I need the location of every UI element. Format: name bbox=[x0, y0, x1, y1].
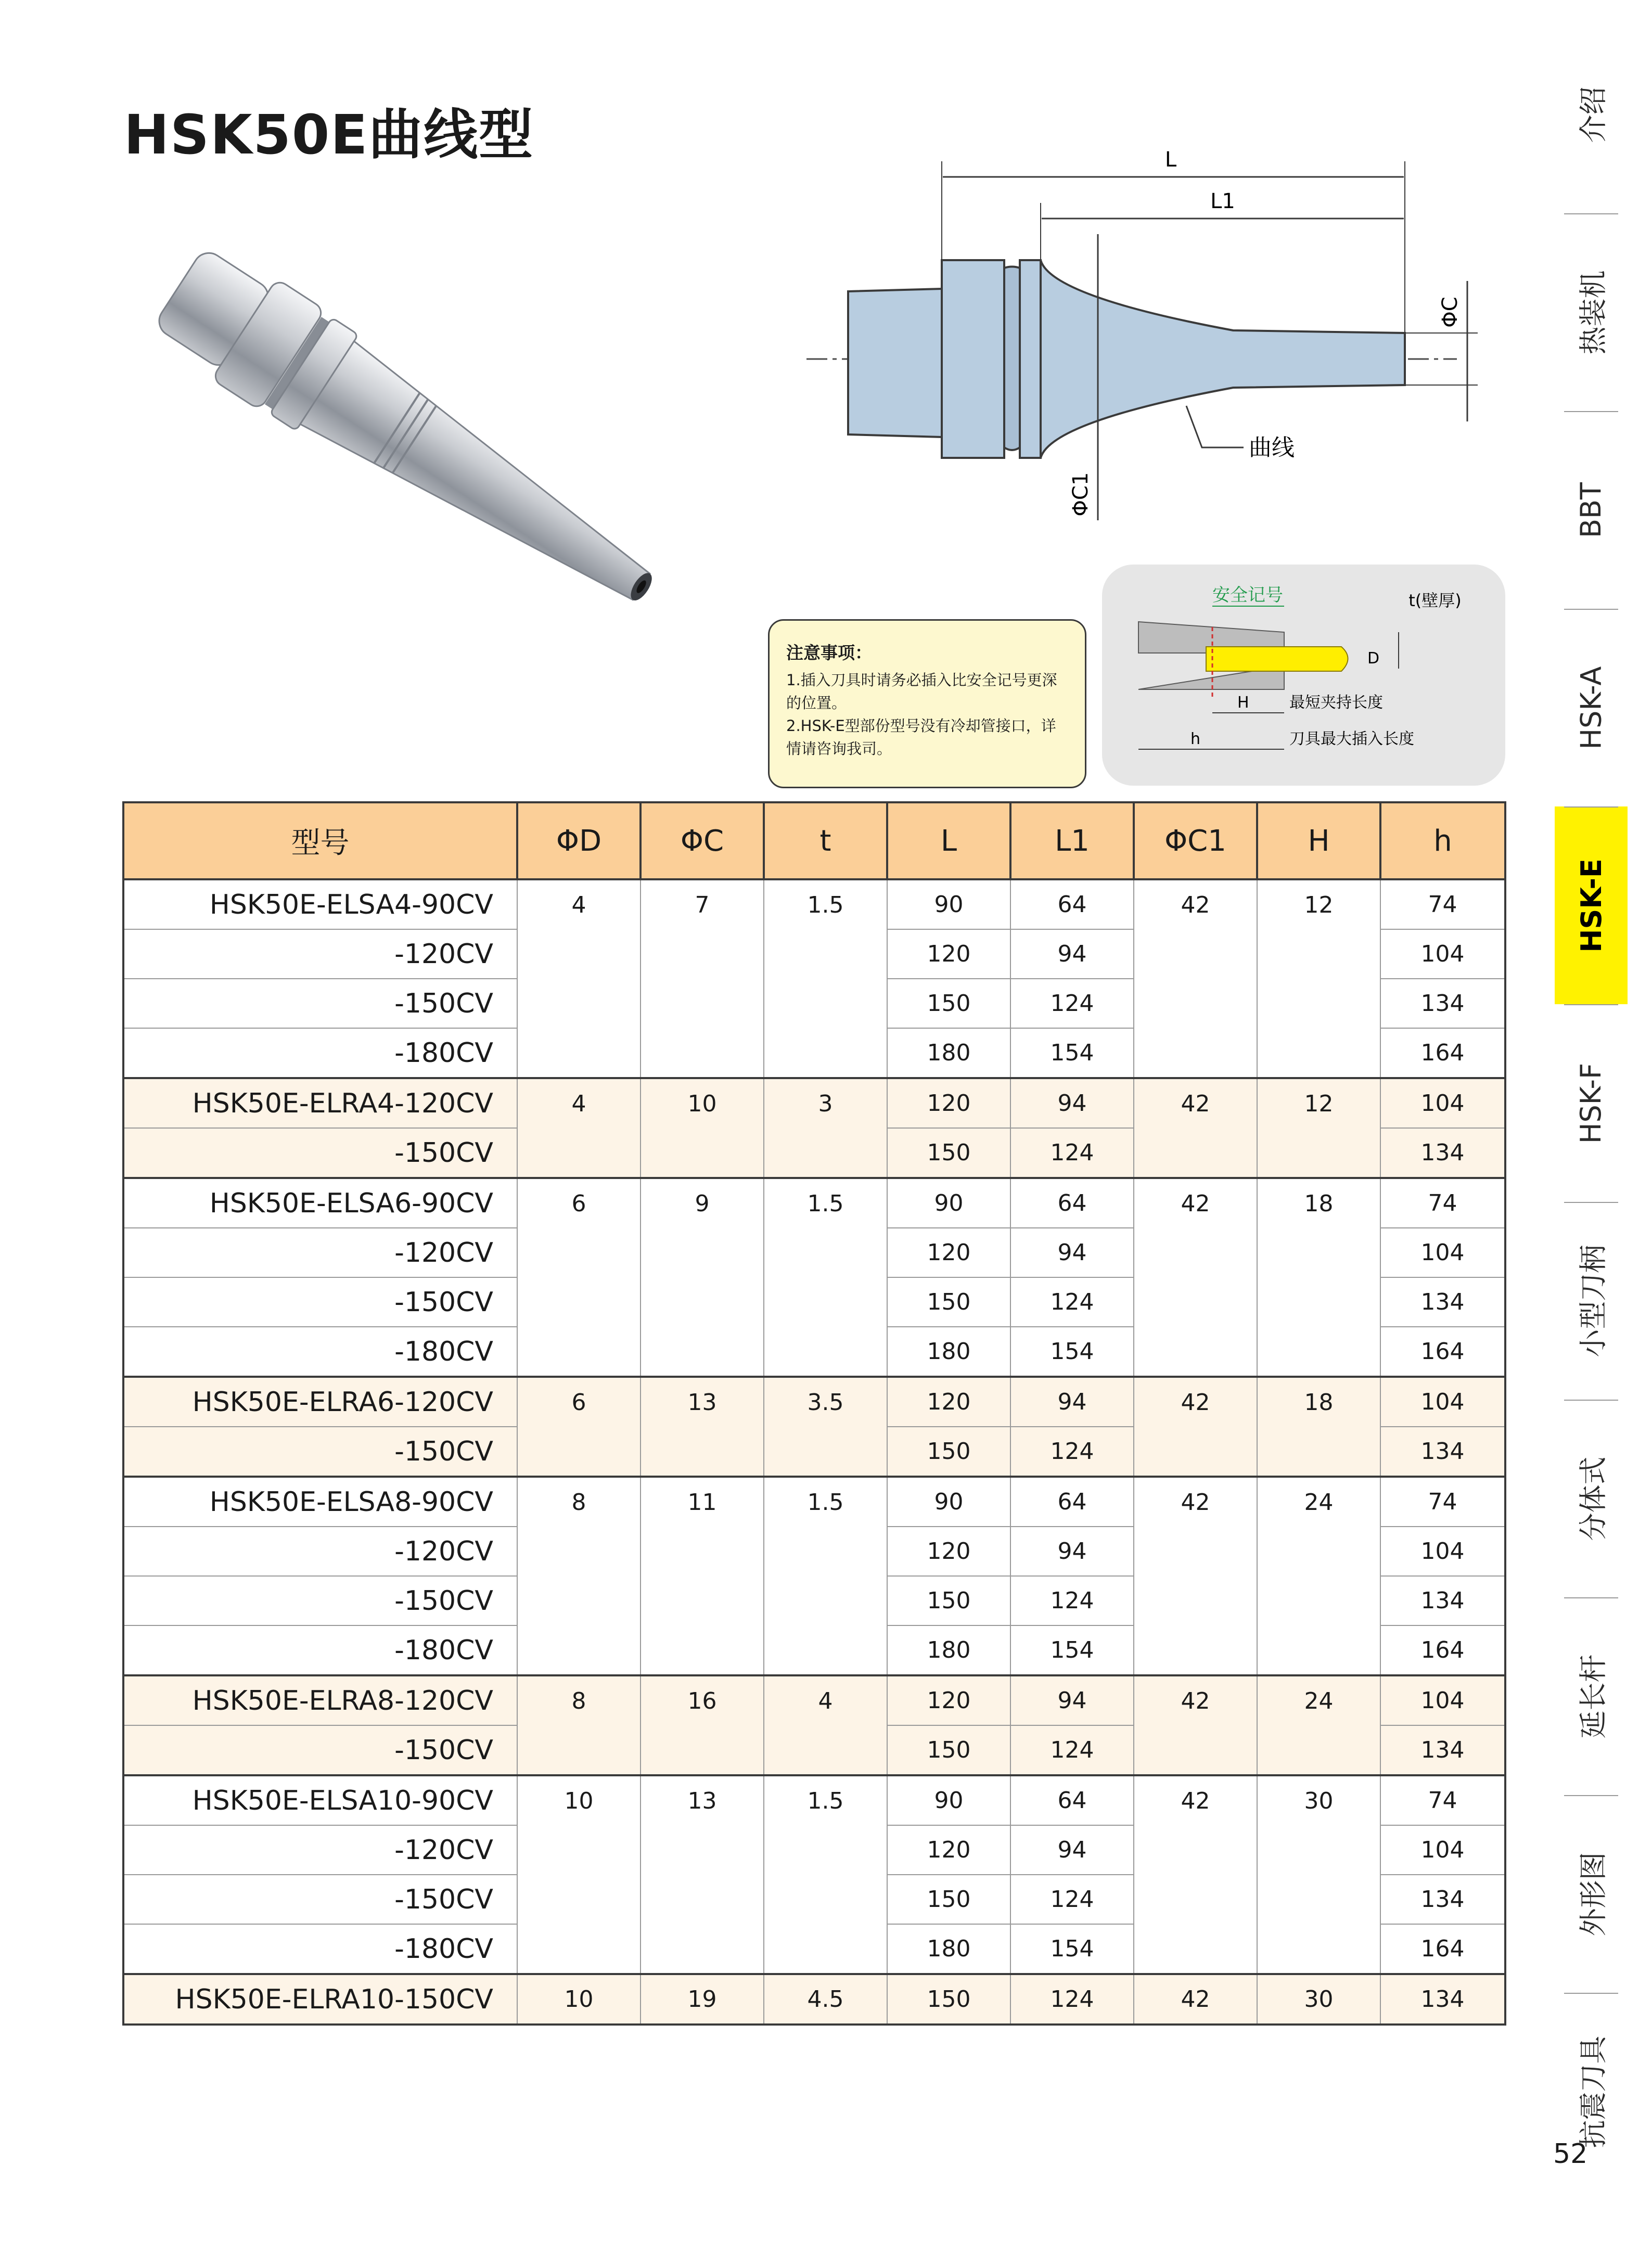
cell-h: 134 bbox=[1380, 1427, 1505, 1477]
cell-L: 90 bbox=[887, 1477, 1010, 1527]
sidebar-divider bbox=[1564, 806, 1618, 808]
cell-model: -180CV bbox=[123, 1327, 517, 1377]
cell-phiD bbox=[517, 979, 641, 1028]
cell-model: -180CV bbox=[123, 1625, 517, 1675]
sidebar-item-label: 延长杆 bbox=[1577, 1654, 1610, 1738]
table-row bbox=[123, 879, 1505, 929]
cell-model: -120CV bbox=[123, 1825, 517, 1875]
cell-t: 1.5 bbox=[764, 1775, 887, 1825]
cell-h: 164 bbox=[1380, 1028, 1505, 1078]
cell-phiC: 19 bbox=[641, 1974, 764, 2025]
page-number: 52 bbox=[1553, 2138, 1588, 2170]
cell-H bbox=[1257, 1625, 1380, 1675]
cell-h: 134 bbox=[1380, 1576, 1505, 1625]
cell-H bbox=[1257, 1028, 1380, 1078]
cell-H bbox=[1257, 1576, 1380, 1625]
cell-L1: 94 bbox=[1010, 1527, 1134, 1576]
cell-phiC1: 42 bbox=[1134, 1078, 1257, 1128]
table-row bbox=[123, 929, 1505, 979]
cell-phiC1 bbox=[1134, 1725, 1257, 1775]
cell-H bbox=[1257, 1427, 1380, 1477]
cell-phiC: 16 bbox=[641, 1675, 764, 1725]
cell-t: 3 bbox=[764, 1078, 887, 1128]
cell-model: HSK50E-ELSA4-90CV bbox=[123, 879, 517, 929]
cell-H: 24 bbox=[1257, 1477, 1380, 1527]
cell-h: 104 bbox=[1380, 1675, 1505, 1725]
sidebar-item-label: HSK-A bbox=[1574, 666, 1608, 749]
sidebar-item-label: 分体式 bbox=[1577, 1456, 1610, 1541]
cell-L: 150 bbox=[887, 1725, 1010, 1775]
cell-H bbox=[1257, 1924, 1380, 1974]
sidebar-item-7[interactable] bbox=[1555, 1400, 1628, 1597]
cell-h: 134 bbox=[1380, 1875, 1505, 1924]
sidebar-item-8[interactable] bbox=[1555, 1597, 1628, 1795]
wall-thickness-label: t(壁厚) bbox=[1408, 591, 1462, 610]
sidebar-item-label: 外形图 bbox=[1577, 1852, 1610, 1936]
cell-phiD bbox=[517, 1825, 641, 1875]
cell-model: -150CV bbox=[123, 979, 517, 1028]
cell-L: 90 bbox=[887, 1178, 1010, 1228]
dim-L: L bbox=[1164, 148, 1177, 172]
cell-phiD bbox=[517, 1924, 641, 1974]
table-row bbox=[123, 1725, 1505, 1775]
safety-mark-label: 安全记号 bbox=[1212, 585, 1283, 606]
cell-phiC1 bbox=[1134, 1327, 1257, 1377]
cell-model: -150CV bbox=[123, 1725, 517, 1775]
table-row bbox=[123, 1028, 1505, 1078]
cell-phiC1: 42 bbox=[1134, 879, 1257, 929]
table-row bbox=[123, 1527, 1505, 1576]
cell-L1: 124 bbox=[1010, 1974, 1134, 2025]
cell-phiD bbox=[517, 1327, 641, 1377]
cell-phiC1 bbox=[1134, 929, 1257, 979]
cell-model: HSK50E-ELRA6-120CV bbox=[123, 1377, 517, 1427]
cell-L1: 124 bbox=[1010, 1875, 1134, 1924]
sidebar-item-label: 抗震刀具 bbox=[1577, 2035, 1610, 2148]
cell-model: -150CV bbox=[123, 1576, 517, 1625]
table-row bbox=[123, 1427, 1505, 1477]
note-heading: 注意事项： bbox=[786, 643, 872, 663]
cell-model: -120CV bbox=[123, 1527, 517, 1576]
cell-L: 120 bbox=[887, 1675, 1010, 1725]
cell-L1: 64 bbox=[1010, 879, 1134, 929]
cell-phiC bbox=[641, 1427, 764, 1477]
sidebar-item-label: 小型刀柄 bbox=[1577, 1245, 1610, 1357]
table-row bbox=[123, 1327, 1505, 1377]
cell-phiD bbox=[517, 1576, 641, 1625]
cell-L: 180 bbox=[887, 1327, 1010, 1377]
cell-h: 164 bbox=[1380, 1327, 1505, 1377]
header-h: h bbox=[1380, 802, 1505, 879]
sidebar-item-label: 热装机 bbox=[1577, 270, 1610, 354]
table-row bbox=[123, 1775, 1505, 1825]
header-phiC: ΦC bbox=[641, 802, 764, 879]
cell-t bbox=[764, 1277, 887, 1327]
header-t: t bbox=[764, 802, 887, 879]
header-phiC1: ΦC1 bbox=[1134, 802, 1257, 879]
cell-H bbox=[1257, 1725, 1380, 1775]
cell-phiC bbox=[641, 1128, 764, 1178]
cell-H: 30 bbox=[1257, 1974, 1380, 2025]
cell-model: -120CV bbox=[123, 929, 517, 979]
cell-phiC bbox=[641, 1625, 764, 1675]
cell-model: HSK50E-ELRA8-120CV bbox=[123, 1675, 517, 1725]
sidebar-divider bbox=[1564, 1004, 1618, 1005]
cell-phiC1 bbox=[1134, 1825, 1257, 1875]
cell-L1: 94 bbox=[1010, 1825, 1134, 1875]
note-line-2: 2.HSK-E型部份型号没有冷却管接口，详情请咨询我司。 bbox=[786, 717, 1056, 758]
cell-phiD: 6 bbox=[517, 1178, 641, 1228]
cell-phiD bbox=[517, 1527, 641, 1576]
cell-t bbox=[764, 1527, 887, 1576]
cell-L: 150 bbox=[887, 1128, 1010, 1178]
cell-t bbox=[764, 1625, 887, 1675]
cell-model: HSK50E-ELSA10-90CV bbox=[123, 1775, 517, 1825]
cell-L1: 124 bbox=[1010, 1277, 1134, 1327]
section-sidebar bbox=[1555, 0, 1628, 2242]
cell-h: 104 bbox=[1380, 929, 1505, 979]
cell-H bbox=[1257, 1277, 1380, 1327]
cell-L: 120 bbox=[887, 1078, 1010, 1128]
cell-phiC1 bbox=[1134, 1924, 1257, 1974]
cell-phiC: 7 bbox=[641, 879, 764, 929]
cell-h: 134 bbox=[1380, 1128, 1505, 1178]
cell-model: HSK50E-ELRA10-150CV bbox=[123, 1974, 517, 2025]
cell-phiC1 bbox=[1134, 1427, 1257, 1477]
sidebar-divider bbox=[1564, 213, 1618, 214]
cell-L1: 124 bbox=[1010, 979, 1134, 1028]
cell-phiD: 4 bbox=[517, 1078, 641, 1128]
cell-phiC1 bbox=[1134, 1128, 1257, 1178]
cell-phiC bbox=[641, 1576, 764, 1625]
cell-H bbox=[1257, 1228, 1380, 1277]
cell-L: 120 bbox=[887, 929, 1010, 979]
table-row bbox=[123, 1228, 1505, 1277]
cell-L1: 124 bbox=[1010, 1128, 1134, 1178]
cell-phiC bbox=[641, 1924, 764, 1974]
sidebar-divider bbox=[1564, 609, 1618, 610]
cell-L1: 94 bbox=[1010, 1228, 1134, 1277]
cell-h: 74 bbox=[1380, 1178, 1505, 1228]
cell-phiD bbox=[517, 1028, 641, 1078]
cell-phiC: 9 bbox=[641, 1178, 764, 1228]
cell-t: 4.5 bbox=[764, 1974, 887, 2025]
cell-model: -150CV bbox=[123, 1427, 517, 1477]
table-row bbox=[123, 1625, 1505, 1675]
cell-h: 134 bbox=[1380, 1277, 1505, 1327]
cell-L1: 154 bbox=[1010, 1625, 1134, 1675]
cell-h: 104 bbox=[1380, 1078, 1505, 1128]
cell-phiD: 6 bbox=[517, 1377, 641, 1427]
cell-phiC: 10 bbox=[641, 1078, 764, 1128]
spec-table bbox=[122, 801, 1506, 2026]
cell-phiC1 bbox=[1134, 1875, 1257, 1924]
page-title: HSK50E曲线型 bbox=[124, 103, 534, 166]
cell-L: 180 bbox=[887, 1625, 1010, 1675]
cell-L1: 94 bbox=[1010, 1377, 1134, 1427]
sidebar-item-9[interactable] bbox=[1555, 1795, 1628, 1993]
cell-t bbox=[764, 1128, 887, 1178]
table-row bbox=[123, 1974, 1505, 2025]
cell-t bbox=[764, 1576, 887, 1625]
header-L1: L1 bbox=[1010, 802, 1134, 879]
sidebar-item-label: HSK-E bbox=[1574, 858, 1608, 953]
cell-L1: 154 bbox=[1010, 1327, 1134, 1377]
cell-h: 104 bbox=[1380, 1527, 1505, 1576]
cell-phiC1: 42 bbox=[1134, 1675, 1257, 1725]
table-header-row bbox=[123, 802, 1505, 879]
cell-L: 150 bbox=[887, 1576, 1010, 1625]
cell-L1: 124 bbox=[1010, 1576, 1134, 1625]
cell-phiD bbox=[517, 1128, 641, 1178]
cell-h: 164 bbox=[1380, 1924, 1505, 1974]
cell-phiC bbox=[641, 1028, 764, 1078]
sidebar-divider bbox=[1564, 1993, 1618, 1994]
dim-phiC: ΦC bbox=[1438, 297, 1462, 328]
cell-phiC bbox=[641, 1875, 764, 1924]
cell-t bbox=[764, 1228, 887, 1277]
cell-phiC1 bbox=[1134, 979, 1257, 1028]
cell-L: 120 bbox=[887, 1527, 1010, 1576]
cell-h: 74 bbox=[1380, 879, 1505, 929]
cell-t bbox=[764, 1924, 887, 1974]
cell-phiD: 8 bbox=[517, 1477, 641, 1527]
header-L: L bbox=[887, 802, 1010, 879]
sidebar-item-5[interactable] bbox=[1555, 1004, 1628, 1202]
dim-H-label: H bbox=[1237, 694, 1249, 712]
sidebar-divider bbox=[1564, 1400, 1618, 1401]
cell-L1: 64 bbox=[1010, 1178, 1134, 1228]
cell-t bbox=[764, 1427, 887, 1477]
cell-L: 90 bbox=[887, 1775, 1010, 1825]
cell-phiC1 bbox=[1134, 1228, 1257, 1277]
max-insert-label: 刀具最大插入长度 bbox=[1289, 730, 1414, 748]
sidebar-item-2[interactable] bbox=[1555, 411, 1628, 609]
cell-model: HSK50E-ELRA4-120CV bbox=[123, 1078, 517, 1128]
cell-L: 90 bbox=[887, 879, 1010, 929]
cell-phiD bbox=[517, 1277, 641, 1327]
cell-L: 150 bbox=[887, 1974, 1010, 2025]
cell-H: 12 bbox=[1257, 1078, 1380, 1128]
cell-phiC1: 42 bbox=[1134, 1178, 1257, 1228]
sidebar-divider bbox=[1564, 1795, 1618, 1796]
table-row bbox=[123, 1924, 1505, 1974]
cell-H bbox=[1257, 1875, 1380, 1924]
cell-t bbox=[764, 979, 887, 1028]
cell-phiC: 13 bbox=[641, 1377, 764, 1427]
cell-t: 3.5 bbox=[764, 1377, 887, 1427]
note-line-1: 1.插入刀具时请务必插入比安全记号更深的位置。 bbox=[786, 671, 1057, 712]
sidebar-item-4[interactable] bbox=[1555, 806, 1628, 1004]
cell-phiD: 8 bbox=[517, 1675, 641, 1725]
cell-h: 134 bbox=[1380, 979, 1505, 1028]
dim-D-label: D bbox=[1367, 649, 1380, 668]
product-photo bbox=[156, 239, 754, 656]
cell-phiD: 10 bbox=[517, 1775, 641, 1825]
cell-L: 120 bbox=[887, 1377, 1010, 1427]
cell-H: 24 bbox=[1257, 1675, 1380, 1725]
cell-L1: 64 bbox=[1010, 1477, 1134, 1527]
header-model: 型号 bbox=[123, 802, 517, 879]
dim-L1: L1 bbox=[1210, 189, 1235, 213]
note-box bbox=[768, 619, 1086, 788]
cell-t bbox=[764, 1028, 887, 1078]
cell-phiC1 bbox=[1134, 1028, 1257, 1078]
dimension-diagram bbox=[806, 140, 1535, 588]
cell-t bbox=[764, 1875, 887, 1924]
cell-t bbox=[764, 1825, 887, 1875]
cell-H bbox=[1257, 1128, 1380, 1178]
cell-phiC bbox=[641, 1228, 764, 1277]
cell-L: 150 bbox=[887, 1875, 1010, 1924]
cell-H bbox=[1257, 929, 1380, 979]
cell-h: 134 bbox=[1380, 1725, 1505, 1775]
cell-L1: 154 bbox=[1010, 1028, 1134, 1078]
cell-phiD bbox=[517, 1228, 641, 1277]
cell-phiD bbox=[517, 1625, 641, 1675]
cell-H bbox=[1257, 1327, 1380, 1377]
cell-L1: 64 bbox=[1010, 1775, 1134, 1825]
cell-L1: 94 bbox=[1010, 1078, 1134, 1128]
cell-h: 74 bbox=[1380, 1477, 1505, 1527]
cell-L: 120 bbox=[887, 1228, 1010, 1277]
cell-H: 30 bbox=[1257, 1775, 1380, 1825]
cell-model: -180CV bbox=[123, 1028, 517, 1078]
table-row bbox=[123, 1875, 1505, 1924]
table-row bbox=[123, 1277, 1505, 1327]
cell-H: 18 bbox=[1257, 1377, 1380, 1427]
cell-t: 1.5 bbox=[764, 1178, 887, 1228]
cell-t: 1.5 bbox=[764, 879, 887, 929]
cell-phiC1 bbox=[1134, 1625, 1257, 1675]
dim-phiC1: ΦC1 bbox=[1069, 472, 1093, 517]
table-row bbox=[123, 1477, 1505, 1527]
curve-label: 曲线 bbox=[1249, 434, 1295, 461]
header-phiD: ΦD bbox=[517, 802, 641, 879]
cell-L1: 124 bbox=[1010, 1725, 1134, 1775]
sidebar-item-label: BBT bbox=[1574, 482, 1608, 538]
cell-model: -150CV bbox=[123, 1277, 517, 1327]
cell-H bbox=[1257, 979, 1380, 1028]
cell-L1: 124 bbox=[1010, 1427, 1134, 1477]
sidebar-divider bbox=[1564, 1202, 1618, 1203]
cell-phiC bbox=[641, 979, 764, 1028]
cell-h: 164 bbox=[1380, 1625, 1505, 1675]
cell-model: -150CV bbox=[123, 1875, 517, 1924]
table-row bbox=[123, 1825, 1505, 1875]
sidebar-divider bbox=[1564, 411, 1618, 412]
cell-phiC1: 42 bbox=[1134, 1974, 1257, 2025]
cell-L: 150 bbox=[887, 1277, 1010, 1327]
cell-phiC1 bbox=[1134, 1277, 1257, 1327]
cell-L: 120 bbox=[887, 1825, 1010, 1875]
sidebar-item-3[interactable] bbox=[1555, 609, 1628, 806]
cell-phiC: 13 bbox=[641, 1775, 764, 1825]
cell-L: 150 bbox=[887, 1427, 1010, 1477]
cell-model: -150CV bbox=[123, 1128, 517, 1178]
table-row bbox=[123, 1675, 1505, 1725]
cell-phiD bbox=[517, 1725, 641, 1775]
cell-L: 180 bbox=[887, 1028, 1010, 1078]
cell-phiC1: 42 bbox=[1134, 1377, 1257, 1427]
table-row bbox=[123, 1178, 1505, 1228]
sidebar-divider bbox=[1564, 1597, 1618, 1598]
cell-h: 104 bbox=[1380, 1825, 1505, 1875]
cell-phiD bbox=[517, 1875, 641, 1924]
sidebar-item-1[interactable] bbox=[1555, 213, 1628, 411]
cell-phiC1 bbox=[1134, 1527, 1257, 1576]
cell-phiD bbox=[517, 1427, 641, 1477]
cell-h: 104 bbox=[1380, 1377, 1505, 1427]
table-row bbox=[123, 1128, 1505, 1178]
sidebar-item-6[interactable] bbox=[1555, 1202, 1628, 1400]
header-H: H bbox=[1257, 802, 1380, 879]
dim-h-label: h bbox=[1190, 730, 1201, 748]
cell-phiC1 bbox=[1134, 1576, 1257, 1625]
cell-model: -180CV bbox=[123, 1924, 517, 1974]
cell-phiD: 4 bbox=[517, 879, 641, 929]
table-row bbox=[123, 1576, 1505, 1625]
cell-phiD: 10 bbox=[517, 1974, 641, 2025]
sidebar-item-label: HSK-F bbox=[1574, 1062, 1608, 1144]
cell-t bbox=[764, 929, 887, 979]
cell-t: 4 bbox=[764, 1675, 887, 1725]
min-clamp-label: 最短夹持长度 bbox=[1289, 694, 1383, 712]
sidebar-item-0[interactable] bbox=[1555, 16, 1628, 213]
cell-H: 12 bbox=[1257, 879, 1380, 929]
table-row bbox=[123, 1078, 1505, 1128]
cell-phiC bbox=[641, 1327, 764, 1377]
insertion-detail bbox=[1102, 565, 1505, 786]
cell-h: 134 bbox=[1380, 1974, 1505, 2025]
cell-t bbox=[764, 1327, 887, 1377]
cell-phiC bbox=[641, 1277, 764, 1327]
cell-model: -120CV bbox=[123, 1228, 517, 1277]
cell-H: 18 bbox=[1257, 1178, 1380, 1228]
cell-phiC: 11 bbox=[641, 1477, 764, 1527]
table-row bbox=[123, 979, 1505, 1028]
cell-phiC bbox=[641, 1527, 764, 1576]
cell-t bbox=[764, 1725, 887, 1775]
cell-phiC bbox=[641, 929, 764, 979]
cell-phiD bbox=[517, 929, 641, 979]
cell-L: 150 bbox=[887, 979, 1010, 1028]
table-row bbox=[123, 1377, 1505, 1427]
cell-L1: 94 bbox=[1010, 1675, 1134, 1725]
cell-L1: 154 bbox=[1010, 1924, 1134, 1974]
cell-H bbox=[1257, 1825, 1380, 1875]
sidebar-item-label: 介绍 bbox=[1577, 86, 1610, 143]
cell-phiC bbox=[641, 1825, 764, 1875]
cell-phiC1: 42 bbox=[1134, 1477, 1257, 1527]
cell-model: HSK50E-ELSA8-90CV bbox=[123, 1477, 517, 1527]
cell-L1: 94 bbox=[1010, 929, 1134, 979]
cell-model: HSK50E-ELSA6-90CV bbox=[123, 1178, 517, 1228]
cell-t: 1.5 bbox=[764, 1477, 887, 1527]
cell-h: 104 bbox=[1380, 1228, 1505, 1277]
cell-phiC1: 42 bbox=[1134, 1775, 1257, 1825]
cell-h: 74 bbox=[1380, 1775, 1505, 1825]
cell-phiC bbox=[641, 1725, 764, 1775]
cell-H bbox=[1257, 1527, 1380, 1576]
cell-L: 180 bbox=[887, 1924, 1010, 1974]
